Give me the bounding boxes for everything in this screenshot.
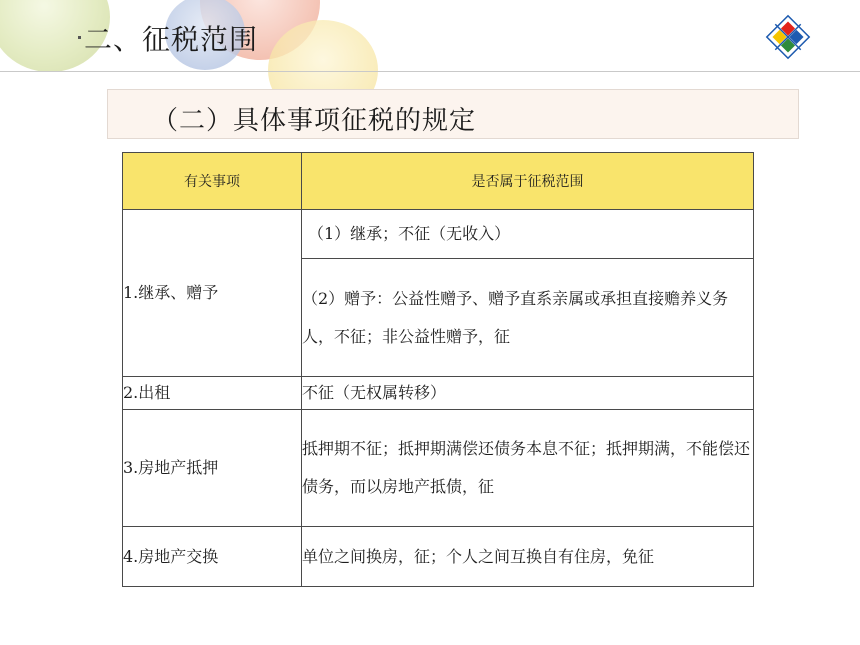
page-title: 二、征税范围 (84, 23, 259, 56)
item-cell: 1.继承、赠予 (123, 210, 302, 377)
section-subtitle: （二）具体事项征税的规定 (152, 106, 477, 136)
header-scope: 是否属于征税范围 (302, 153, 754, 210)
rule-cell: 抵押期不征；抵押期满偿还债务本息不征；抵押期满，不能偿还债务，而以房地产抵债，征 (302, 410, 754, 527)
header-divider (0, 71, 860, 72)
tax-scope-table (122, 152, 754, 587)
subtitle-banner (107, 89, 799, 139)
rule-cell: 单位之间换房，征；个人之间互换自有住房，免征 (302, 527, 754, 587)
table-row (123, 377, 754, 410)
rule-cell: （1）继承；不征（无收入） (302, 210, 754, 259)
diamond-logo-icon (765, 14, 811, 60)
rule-cell (302, 259, 754, 377)
rule-cell: 不征（无权属转移） (302, 377, 754, 410)
table-row (123, 527, 754, 587)
title-bullet (78, 36, 81, 39)
rule-text: （2）赠予：公益性赠予、赠予直系亲属或承担直接赡养义务人，不征；非公益性赠予，征 (302, 288, 729, 346)
item-cell: 2.出租 (123, 377, 302, 410)
header-item: 有关事项 (123, 153, 302, 210)
item-cell: 3.房地产抵押 (123, 410, 302, 527)
table-header-row (123, 153, 754, 210)
item-cell: 4.房地产交换 (123, 527, 302, 587)
table-row (123, 210, 754, 259)
table-row (123, 410, 754, 527)
